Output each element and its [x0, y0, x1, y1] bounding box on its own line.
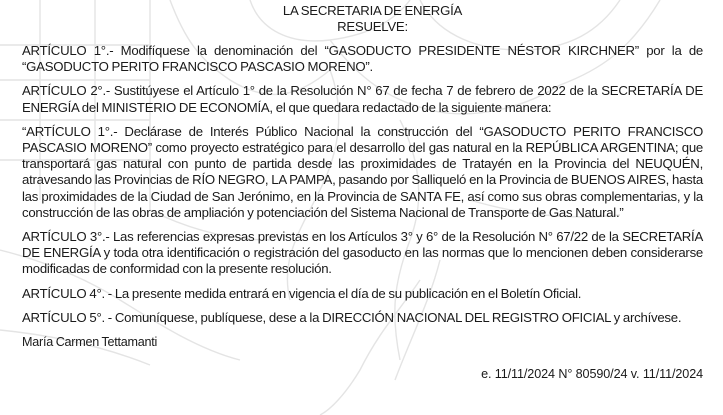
issuer-heading: LA SECRETARIA DE ENERGÍA	[282, 3, 463, 18]
signatory-name: María Carmen Tettamanti	[22, 335, 158, 350]
publication-reference: e. 11/11/2024 N° 80590/24 v. 11/11/2024	[481, 367, 703, 381]
article-3: ARTÍCULO 3°.- Las referencias expresas previstas en los Artículos 3° y 6° de la Resolución N° 67/22 de la SECRETARÍA DE ENERGÍA y toda otra identificación o registración del gasoducto en las normas que lo mencionen deben considerarse modificadas de conformidad con la presente resolución.	[22, 229, 703, 277]
article-4: ARTÍCULO 4°. - La presente medida entrará en vigencia el día de su publicación en el Boletín Oficial.	[22, 285, 582, 301]
resolution-document	[22, 3, 703, 350]
article-5: ARTÍCULO 5°. - Comuníquese, publíquese, dese a la DIRECCIÓN NACIONAL DEL REGISTRO OFICIAL y archívese.	[22, 309, 682, 325]
article-2-quoted-text: “ARTÍCULO 1°.- Declárase de Interés Público Nacional la construcción del “GASODUCTO PERITO FRANCISCO PASCASIO MORENO” como proyecto estratégico para el desarrollo del gas natural en la REPÚBLICA ARGENTINA; que transportará gas natural con punto de partida desde las proximidades de Tratayén en la Provincia del NEUQUÉN, atravesando las Provincias de RÍO NEGRO, LA PAMPA, pasando por Salliqueló en la Provincia de BUENOS AIRES, hasta las proximidades de la Ciudad de San Jerónimo, en la Provincia de SANTA FE, así como sus obras complementarias, y la construcción de las obras de ampliación y potenciación del Sistema Nacional de Transporte de Gas Natural.”	[22, 123, 703, 220]
article-2: ARTÍCULO 2°.- Sustitúyese el Artículo 1° de la Resolución N° 67 de fecha 7 de febrero de 2022 de la SECRETARÍA DE ENERGÍA del MINISTERIO DE ECONOMÍA, el que quedara redactado de la siguiente manera:	[22, 83, 703, 115]
article-1: ARTÍCULO 1°.- Modifíquese la denominación del “GASODUCTO PRESIDENTE NÉSTOR KIRCHNER” por la de “GASODUCTO PERITO FRANCISCO PASCASIO MORENO”.	[22, 43, 703, 75]
resolve-heading: RESUELVE:	[337, 18, 408, 34]
